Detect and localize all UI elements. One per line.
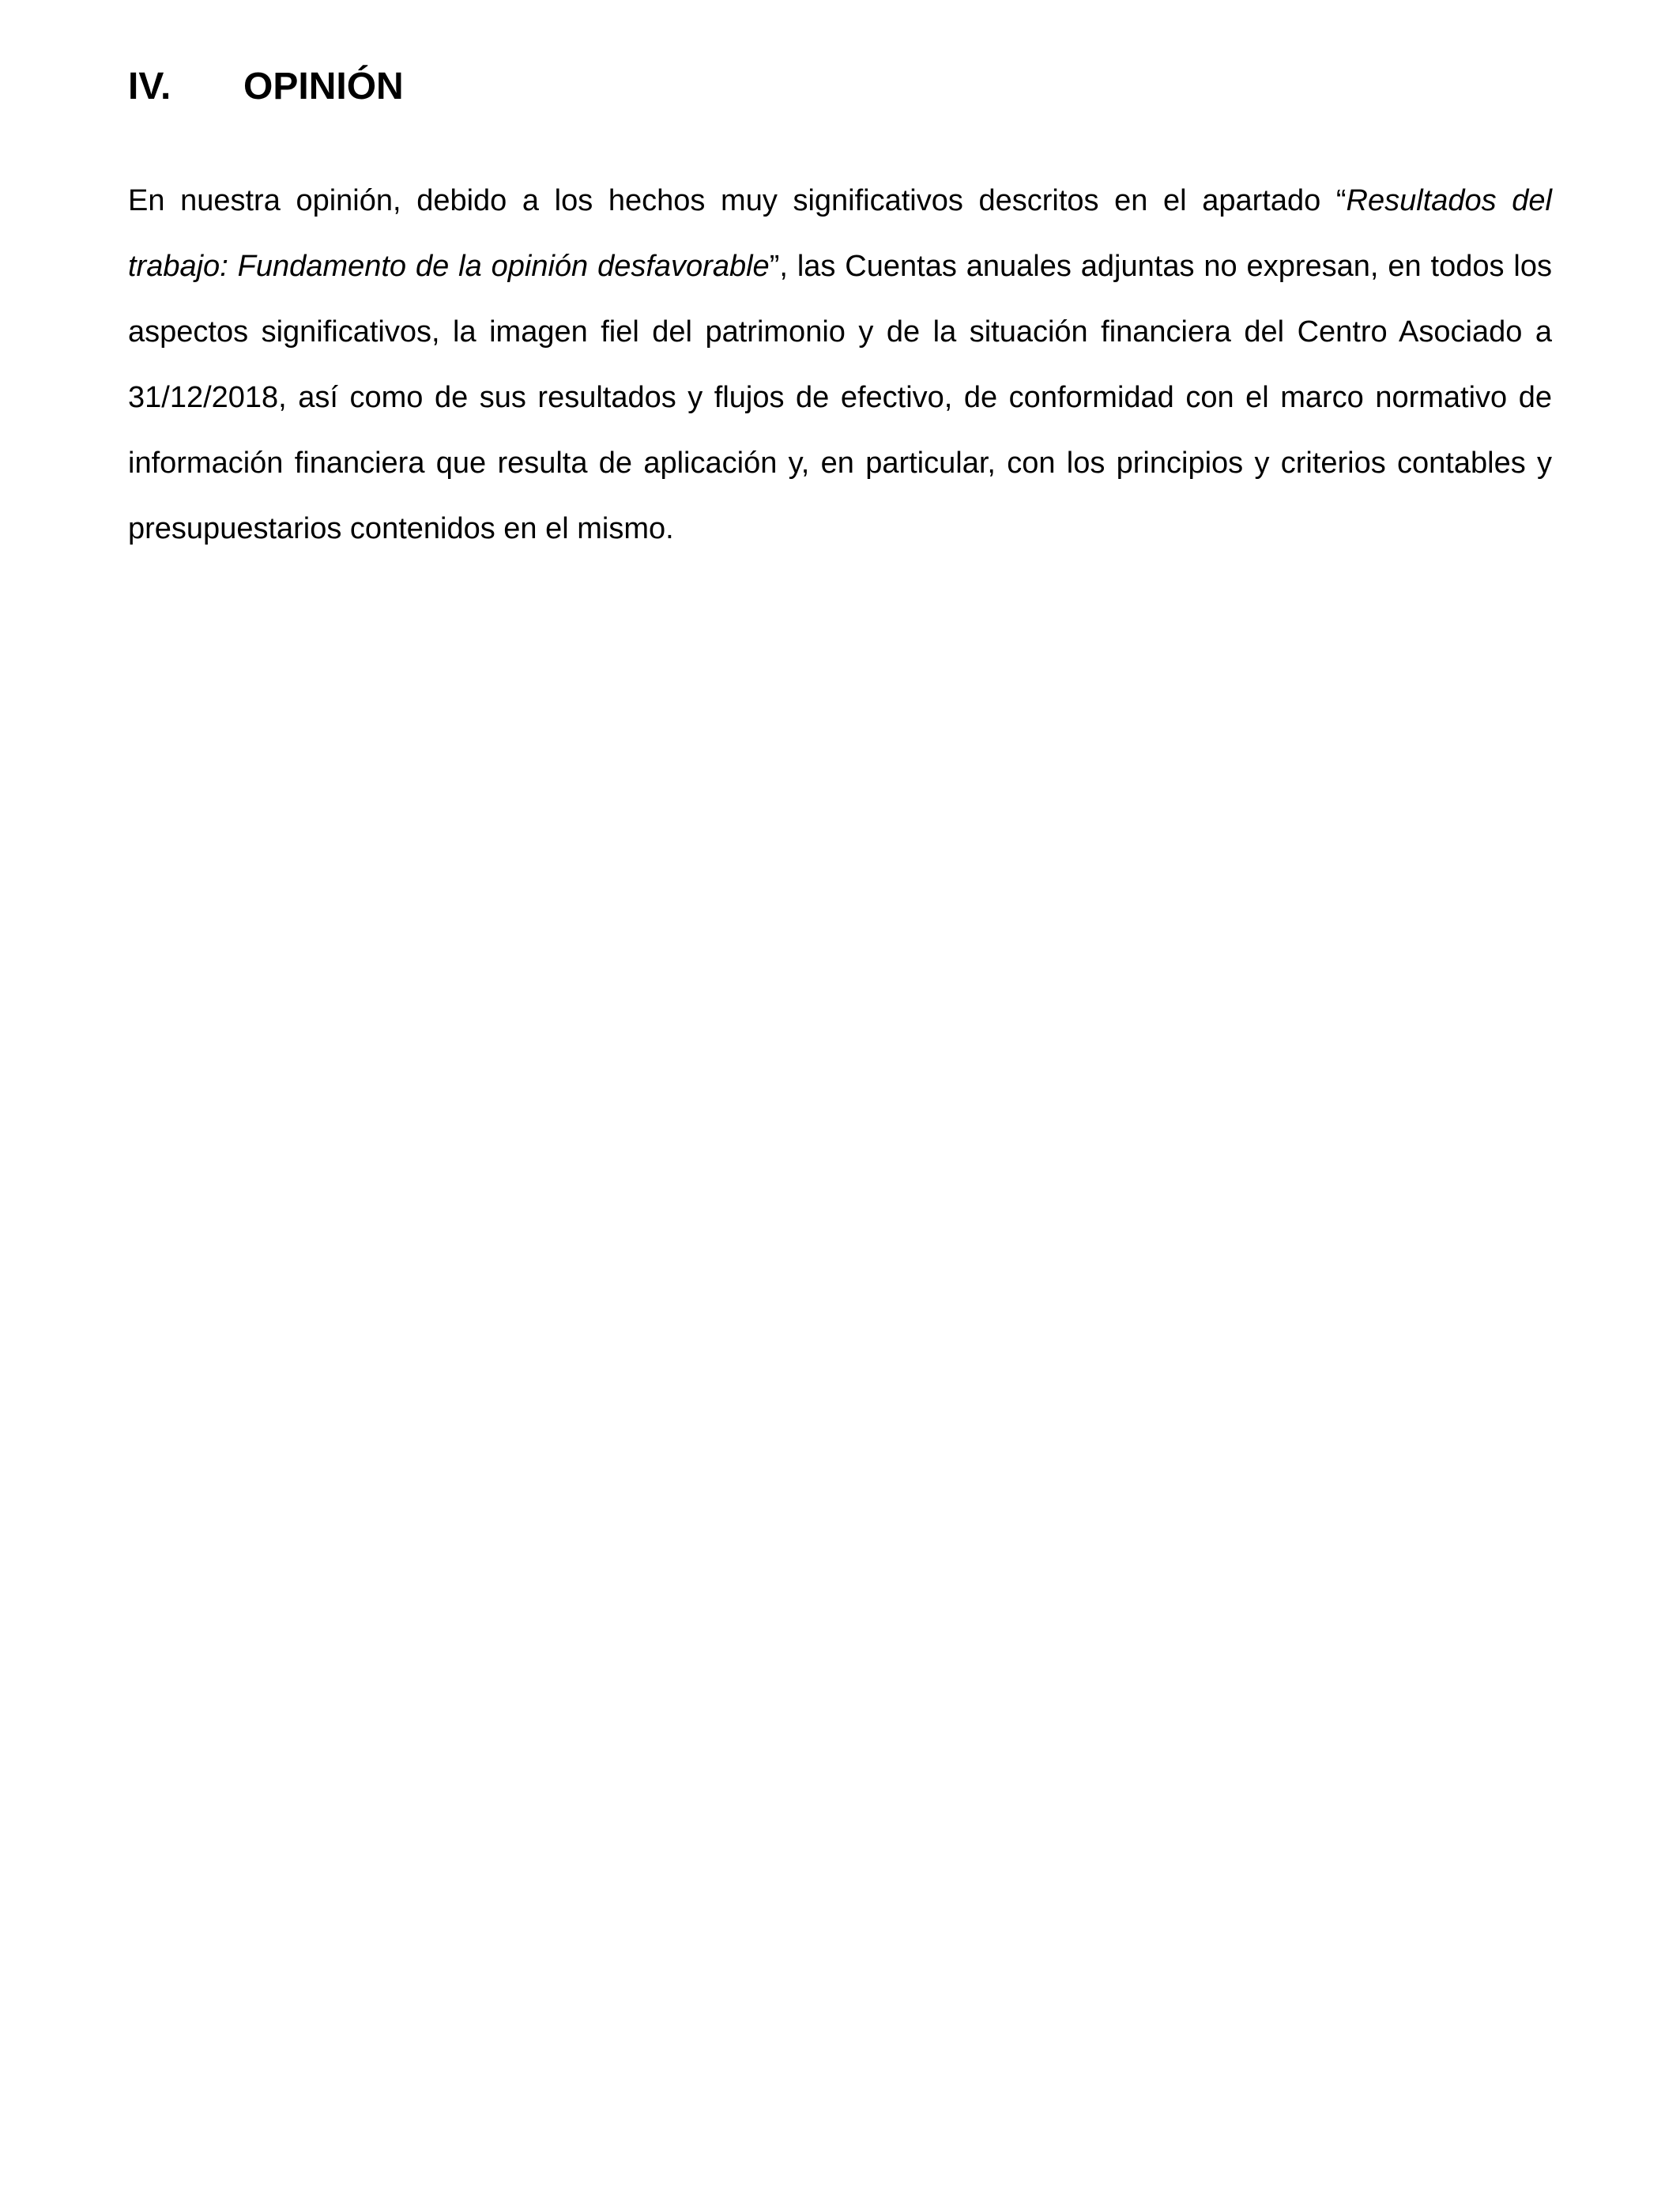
opinion-paragraph: [128, 168, 1552, 562]
paragraph-intro: En nuestra opinión, debido a los hechos muy significativos descritos en el apartado “: [128, 184, 1347, 217]
section-number: IV.: [128, 66, 171, 107]
section-heading: [128, 63, 404, 111]
section-title: OPINIÓN: [243, 66, 404, 107]
paragraph-rest: ”, las Cuentas anuales adjuntas no expresan, en todos los aspectos significativos, la imagen fiel del patrimonio y de la situación financiera del Centro Asociado a 31/12/2018, así como de sus resultados y flujos de efectivo, de conformidad con el marco normativo de información financiera que resulta de aplicación y, en particular, con los principios y criterios contables y presupuestarios contenidos en el mismo.: [128, 250, 1552, 545]
paragraph-italic-reference: Resultados del trabajo: Fundamento de la opinión desfavorable: [128, 184, 1552, 283]
